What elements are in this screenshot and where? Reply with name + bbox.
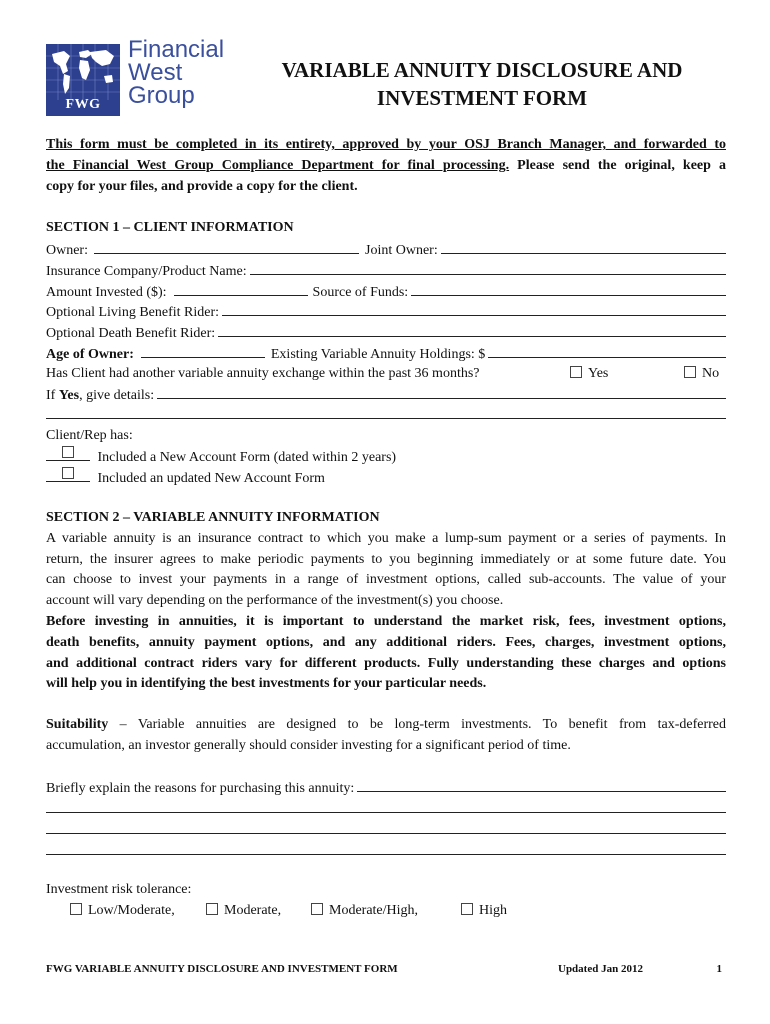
explain-field-line-2[interactable] <box>46 812 726 813</box>
intro-line-1 <box>46 136 726 154</box>
risk-moderate-checkbox[interactable] <box>206 903 218 915</box>
details-row <box>46 385 726 405</box>
option1-label: Included a New Account Form (dated within 2 years) <box>97 450 397 465</box>
risk-low-option[interactable] <box>70 902 175 920</box>
living-field[interactable] <box>222 302 726 316</box>
bold-para-line-2: death benefits, annuity payment options, and any additional riders. Fees, charges, investment options, <box>46 635 726 650</box>
age-row <box>46 344 726 364</box>
risk-moderate-label: Moderate, <box>224 903 282 918</box>
explain-field-line-3[interactable] <box>46 833 726 834</box>
risk-modhigh-option[interactable] <box>311 902 418 920</box>
risk-modhigh-checkbox[interactable] <box>311 903 323 915</box>
logo-abbreviation: FWG <box>65 97 101 112</box>
source-field[interactable] <box>411 282 726 296</box>
suitability-line-2: accumulation, an investor generally should consider investing for a significant period of time. <box>46 738 571 753</box>
section2-heading: SECTION 2 – VARIABLE ANNUITY INFORMATION <box>46 510 380 525</box>
logo-word-3: Group <box>128 82 195 109</box>
living-row <box>46 302 726 322</box>
form-title-line-2: INVESTMENT FORM <box>376 86 588 110</box>
explain-field-line-4[interactable] <box>46 854 726 855</box>
logo-word-1: Financial <box>128 36 225 63</box>
bold-para-line-1: Before investing in annuities, it is important to understand the market risk, fees, investment options, <box>46 614 726 629</box>
risk-moderate-option[interactable] <box>206 902 281 920</box>
yes-checkbox[interactable] <box>570 366 582 378</box>
age-label: Age of Owner: <box>46 347 134 362</box>
form-title <box>232 56 732 112</box>
exchange-row <box>46 365 726 383</box>
no-label: No <box>702 366 720 381</box>
amount-row <box>46 282 726 302</box>
joint-owner-label: Joint Owner: <box>365 243 438 258</box>
intro-rest-2: Please send the original, keep a <box>509 158 726 173</box>
source-label: Source of Funds: <box>312 285 409 300</box>
exchange-question: Has Client had another variable annuity exchange within the past 36 months? <box>46 366 480 381</box>
existing-label: Existing Variable Annuity Holdings: $ <box>270 347 486 362</box>
insurance-field[interactable] <box>250 261 726 275</box>
option2-checkbox[interactable] <box>62 467 74 479</box>
suitability-line-1 <box>46 716 726 734</box>
section1-heading: SECTION 1 – CLIENT INFORMATION <box>46 220 294 235</box>
new-account-option-1 <box>46 447 726 467</box>
risk-low-label: Low/Moderate, <box>88 903 175 918</box>
amount-field[interactable] <box>174 282 308 296</box>
details-label <box>46 387 154 405</box>
death-field[interactable] <box>218 323 726 337</box>
owner-field[interactable] <box>94 240 359 254</box>
footer-form-name: FWG VARIABLE ANNUITY DISCLOSURE AND INVESTMENT FORM <box>46 963 398 975</box>
para1-line-4: account will vary depending on the performance of the investment(s) you choose. <box>46 593 504 608</box>
logo-wordmark <box>128 38 224 107</box>
new-account-option-2 <box>46 468 726 488</box>
details-label-yes: Yes <box>58 388 80 403</box>
risk-high-label: High <box>479 903 507 918</box>
globe-logo-icon <box>46 44 120 116</box>
details-field-line-2[interactable] <box>46 418 726 419</box>
risk-label: Investment risk tolerance: <box>46 882 192 897</box>
exchange-yes-option[interactable] <box>570 365 608 383</box>
exchange-no-option[interactable] <box>684 365 719 383</box>
yes-label: Yes <box>588 366 609 381</box>
option1-checkbox[interactable] <box>62 446 74 458</box>
joint-owner-field[interactable] <box>441 240 726 254</box>
bold-para-line-4: will help you in identifying the best investments for your particular needs. <box>46 676 487 691</box>
explain-label: Briefly explain the reasons for purchasing this annuity: <box>46 781 355 796</box>
suitability-text-1: – Variable annuities are designed to be long-term investments. To benefit from tax-deferred <box>108 717 726 732</box>
intro-line-2 <box>46 157 726 175</box>
owner-row <box>46 240 726 260</box>
footer-page-number: 1 <box>716 963 722 975</box>
para1-line-3: can choose to invest your payments in a range of investment options, called sub-accounts. The value of your <box>46 572 726 587</box>
bold-para-line-3: and additional contract riders vary for different products. Fully understanding these charges and options <box>46 656 726 671</box>
death-row <box>46 323 726 343</box>
insurance-label: Insurance Company/Product Name: <box>46 264 247 279</box>
option1-checkline[interactable] <box>46 447 90 461</box>
logo-word-2: West <box>128 59 183 86</box>
option2-checkline[interactable] <box>46 468 90 482</box>
intro-line-3: copy for your files, and provide a copy for the client. <box>46 179 358 194</box>
owner-label: Owner: <box>46 243 88 258</box>
explain-row <box>46 778 726 798</box>
details-label-suffix: , give details: <box>79 388 155 403</box>
insurance-row <box>46 261 726 281</box>
intro-underlined-1: This form must be completed in its entirety, approved by your OSJ Branch Manager, and forwarded to <box>46 137 726 152</box>
clientrep-label: Client/Rep has: <box>46 428 133 443</box>
suitability-label: Suitability <box>46 717 109 732</box>
details-label-prefix: If <box>46 388 59 403</box>
risk-modhigh-label: Moderate/High, <box>329 903 419 918</box>
para1-line-1: A variable annuity is an insurance contract to which you make a lump-sum payment or a series of payments. In <box>46 531 726 546</box>
living-label: Optional Living Benefit Rider: <box>46 305 220 320</box>
para1-line-2: return, the insurer agrees to make periodic payments to you beginning immediately or at some future date. You <box>46 552 726 567</box>
amount-label: Amount Invested ($): <box>46 285 167 300</box>
footer-updated: Updated Jan 2012 <box>558 963 643 975</box>
no-checkbox[interactable] <box>684 366 696 378</box>
existing-field[interactable] <box>488 344 726 358</box>
risk-high-checkbox[interactable] <box>461 903 473 915</box>
intro-underlined-2: the Financial West Group Compliance Department for final processing. <box>46 158 510 173</box>
company-logo <box>46 36 226 116</box>
form-title-line-1: VARIABLE ANNUITY DISCLOSURE AND <box>281 58 683 82</box>
option2-label: Included an updated New Account Form <box>97 471 325 486</box>
details-field[interactable] <box>157 385 726 399</box>
explain-field[interactable] <box>357 778 726 792</box>
risk-low-checkbox[interactable] <box>70 903 82 915</box>
death-label: Optional Death Benefit Rider: <box>46 326 216 341</box>
age-field[interactable] <box>141 344 265 358</box>
risk-high-option[interactable] <box>461 902 507 920</box>
